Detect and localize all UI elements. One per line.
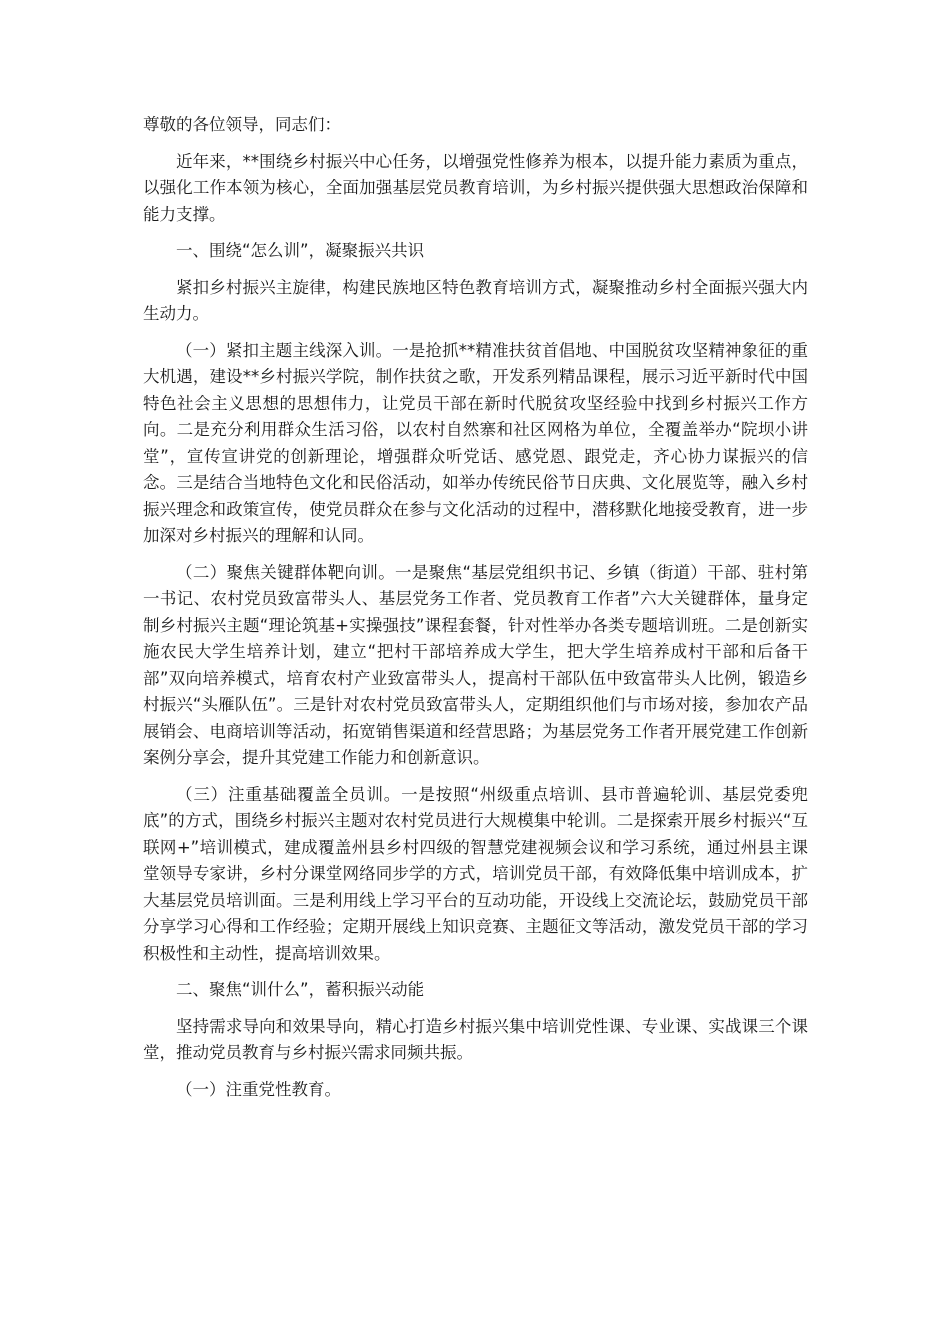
section-2-item-1: （一）注重党性教育。	[176, 1079, 341, 1099]
section-1-item-3: （三）注重基础覆盖全员训。一是按照“州级重点培训、县市普遍轮训、基层党委兜底”的方式，围绕乡村振兴主题对农村党员进行大规模集中轮训。二是探索开展乡村振兴“互联网+”培训模式，建成覆盖州县乡村四级的智慧党建视频会议和学习系统，通过州县主课堂领导专家讲，乡村分课堂网络同步学的方式，培训党员干部，有效降低集中培训成本，扩大基层党员培训面。三是利用线上学习平台的互动功能，开设线上交流论坛，鼓励党员干部分享学习心得和工作经验；定期开展线上知识竞赛、主题征文等活动，激发党员干部的学习积极性和主动性，提高培训效果。	[143, 784, 808, 963]
section-heading-2: 二、聚焦“训什么”，蓄积振兴动能	[176, 980, 425, 999]
section-1-intro: 紧扣乡村振兴主旋律，构建民族地区特色教育培训方式，凝聚推动乡村全面振兴强大内生动力。	[143, 277, 808, 323]
section-heading-1: 一、围绕“怎么训”，凝聚振兴共识	[176, 241, 425, 260]
salutation: 尊敬的各位领导，同志们：	[143, 115, 341, 134]
section-1-item-2: （二）聚焦关键群体靶向训。一是聚焦“基层党组织书记、乡镇（街道）干部、驻村第一书记、农村党员致富带头人、基层党务工作者、党员教育工作者”六大关键群体，量身定制乡村振兴主题“理论筑基+实操强技”课程套餐，针对性举办各类专题培训班。二是创新实施农民大学生培养计划，建立“把村干部培养成大学生，把大学生培养成村干部和后备干部”双向培养模式，培育农村产业致富带头人，提高村干部队伍中致富带头人比例，锻造乡村振兴“头雁队伍”。三是针对农村党员致富带头人，定期组织他们与市场对接，参加农产品展销会、电商培训等活动，拓宽销售渠道和经营思路；为基层党务工作者开展党建工作创新案例分享会，提升其党建工作能力和创新意识。	[143, 562, 808, 767]
section-1-item-1: （一）紧扣主题主线深入训。一是抢抓**精准扶贫首倡地、中国脱贫攻坚精神象征的重大机遇，建设**乡村振兴学院，制作扶贫之歌，开发系列精品课程，展示习近平新时代中国特色社会主义思想的思想伟力，让党员干部在新时代脱贫攻坚经验中找到乡村振兴工作方向。二是充分利用群众生活习俗，以农村自然寨和社区网格为单位，全覆盖举办“院坝小讲堂”，宣传宣讲党的创新理论，增强群众听党话、感党恩、跟党走，齐心协力谋振兴的信念。三是结合当地特色文化和民俗活动，如举办传统民俗节日庆典、文化展览等，融入乡村振兴理念和政策宣传，使党员群众在参与文化活动的过程中，潜移默化地接受教育，进一步加深对乡村振兴的理解和认同。	[143, 340, 808, 545]
section-2-intro: 坚持需求导向和效果导向，精心打造乡村振兴集中培训党性课、专业课、实战课三个课堂，推动党员教育与乡村振兴需求同频共振。	[143, 1016, 808, 1062]
intro-paragraph: 近年来，**围绕乡村振兴中心任务，以增强党性修养为根本，以提升能力素质为重点，以强化工作本领为核心，全面加强基层党员教育培训，为乡村振兴提供强大思想政治保障和能力支撑。	[143, 151, 808, 224]
document-body	[143, 112, 808, 1113]
